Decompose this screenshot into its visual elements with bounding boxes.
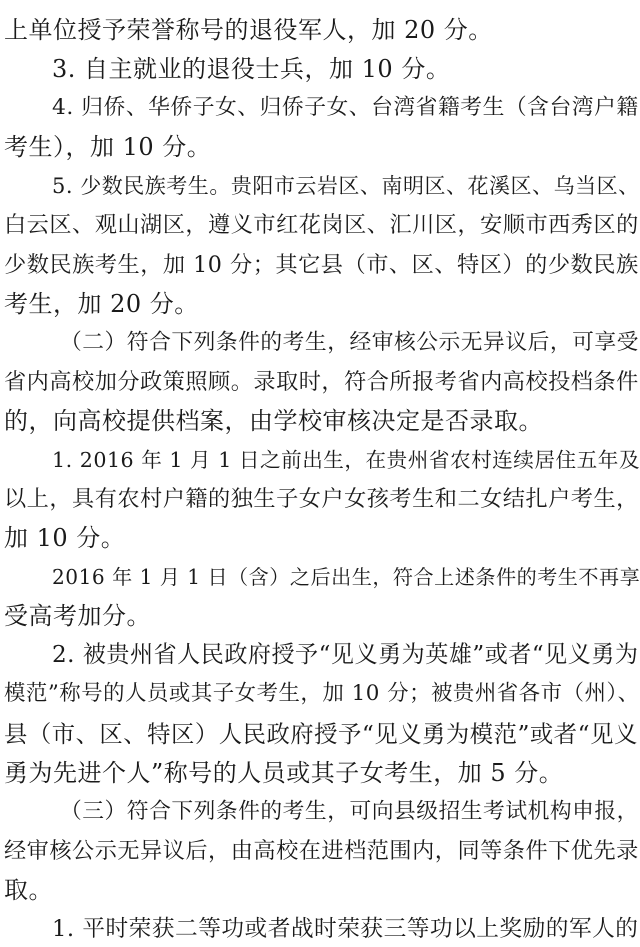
text-line: （二）符合下列条件的考生，经审核公示无异议后，可享受 — [60, 330, 639, 355]
text-line: 考生，加 20 分。 — [4, 290, 199, 318]
text-line: 取。 — [4, 876, 53, 904]
text-line: 1. 平时荣获二等功或者战时荣获三等功以上奖励的军人的 — [52, 916, 639, 942]
text-line: 加 10 分。 — [4, 524, 126, 552]
text-line: 白云区、观山湖区，遵义市红花岗区、汇川区，安顺市西秀区的 — [4, 212, 639, 238]
text-line: 1. 2016 年 1 月 1 日之前出生，在贵州省农村连续居住五年及 — [52, 448, 640, 472]
text-line: 上单位授予荣誉称号的退役军人，加 20 分。 — [4, 16, 493, 44]
text-line: 县（市、区、特区）人民政府授予“见义勇为模范”或者“见义 — [4, 720, 638, 748]
text-line: 2016 年 1 月 1 日（含）之后出生，符合上述条件的考生不再享 — [52, 565, 640, 589]
text-line: 省内高校加分政策照顾。录取时，符合所报考省内高校投档条件 — [4, 369, 639, 395]
text-line: 受高考加分。 — [4, 602, 151, 630]
text-line: 以上，具有农村户籍的独生子女户女孩考生和二女结扎户考生， — [4, 486, 639, 512]
text-line: 少数民族考生，加 10 分；其它县（市、区、特区）的少数民族 — [4, 252, 639, 278]
text-line: 的，向高校提供档案，由学校审核决定是否录取。 — [4, 407, 543, 435]
text-line: 经审核公示无异议后，由高校在进档范围内，同等条件下优先录 — [4, 838, 639, 864]
text-line: 考生），加 10 分。 — [4, 133, 212, 161]
text-line: 5. 少数民族考生。贵阳市云岩区、南明区、花溪区、乌当区、 — [52, 173, 640, 198]
text-line: 4. 归侨、华侨子女、归侨子女、台湾省籍考生（含台湾户籍 — [52, 95, 639, 120]
text-line: 勇为先进个人”称号的人员或其子女考生，加 5 分。 — [4, 759, 564, 787]
text-line: 2. 被贵州省人民政府授予“见义勇为英雄”或者“见义勇为 — [52, 642, 639, 668]
text-line: 3. 自主就业的退役士兵，加 10 分。 — [52, 55, 451, 83]
text-line: 模范”称号的人员或其子女考生，加 10 分；被贵州省各市（州）、 — [4, 681, 640, 706]
text-line: （三）符合下列条件的考生，可向县级招生考试机构申报， — [60, 799, 639, 824]
